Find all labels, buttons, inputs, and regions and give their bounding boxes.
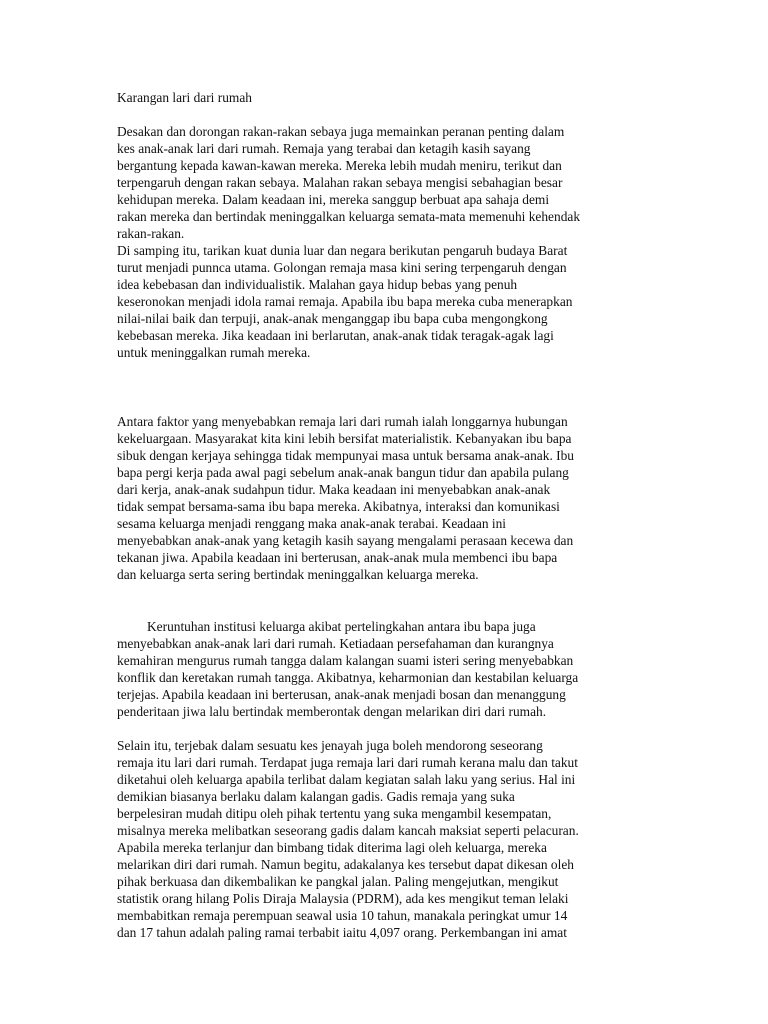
paragraph-western-influence: [117, 242, 657, 361]
text-line: penderitaan jiwa lalu bertindak memberontak dengan melarikan diri dari rumah.: [117, 704, 547, 719]
text-line: kebebasan mereka. Jika keadaan ini berlarutan, anak-anak tidak teragak-agak lagi: [117, 328, 554, 343]
text-line: Desakan dan dorongan rakan-rakan sebaya juga memainkan peranan penting dalam: [117, 124, 565, 139]
text-line: berpelesiran mudah ditipu oleh pihak tertentu yang suka mengambil kesempatan,: [117, 806, 552, 821]
text-line: Apabila mereka terlanjur dan bimbang tidak diterima lagi oleh keluarga, mereka: [117, 840, 547, 855]
text-line: turut menjadi punnca utama. Golongan remaja masa kini sering terpengaruh dengan: [117, 260, 567, 275]
text-line: terjejas. Apabila keadaan ini berterusan, anak-anak menjadi bosan dan menanggung: [117, 687, 566, 702]
text-line: kes anak-anak lari dari rumah. Remaja yang terabai dan ketagih kasih sayang: [117, 141, 531, 156]
text-line: tidak sempat bersama-sama ibu bapa mereka. Akibatnya, interaksi dan komunikasi: [117, 499, 560, 514]
text-line: kemahiran mengurus rumah tangga dalam kalangan suami isteri sering menyebabkan: [117, 653, 574, 668]
text-line: demikian biasanya berlaku dalam kalangan gadis. Gadis remaja yang suka: [117, 789, 515, 804]
document-title: Karangan lari dari rumah: [117, 90, 252, 105]
text-line: menyebabkan anak-anak yang ketagih kasih sayang mengalami perasaan kecewa dan: [117, 533, 574, 548]
text-line: Keruntuhan institusi keluarga akibat pertelingkahan antara ibu bapa juga: [147, 619, 536, 634]
text-line: tekanan jiwa. Apabila keadaan ini berterusan, anak-anak mula membenci ibu bapa: [117, 550, 558, 565]
text-line: bergantung kepada kawan-kawan mereka. Mereka lebih mudah meniru, terikut dan: [117, 158, 562, 173]
text-line: kekeluargaan. Masyarakat kita kini lebih bersifat materialistik. Kebanyakan ibu bapa: [117, 431, 572, 446]
text-line: dan 17 tahun adalah paling ramai terbabit iaitu 4,097 orang. Perkembangan ini amat: [117, 925, 567, 940]
text-line: melarikan diri dari rumah. Namun begitu, adakalanya kes tersebut dapat dikesan oleh: [117, 857, 574, 872]
text-line: misalnya mereka melibatkan seseorang gadis dalam kancah maksiat seperti pelacuran.: [117, 823, 579, 838]
text-line: sibuk dengan kerjaya sehingga tidak mempunyai masa untuk bersama anak-anak. Ibu: [117, 448, 574, 463]
text-line: untuk meninggalkan rumah mereka.: [117, 345, 311, 360]
text-line: remaja itu lari dari rumah. Terdapat juga remaja lari dari rumah kerana malu dan takut: [117, 755, 578, 770]
text-line: diketahui oleh keluarga apabila terlibat dalam kegiatan salah laku yang serius. Hal ini: [117, 772, 576, 787]
text-line: Antara faktor yang menyebabkan remaja lari dari rumah ialah longgarnya hubungan: [117, 414, 568, 429]
text-line: rakan mereka dan bertindak meninggalkan keluarga semata-mata memenuhi kehendak: [117, 209, 581, 224]
text-line: terpengaruh dengan rakan sebaya. Malahan rakan sebaya mengisi sebahagian besar: [117, 175, 563, 190]
paragraph-family-ties: [117, 413, 657, 583]
paragraph-family-breakdown: [117, 618, 657, 720]
text-line: rakan-rakan.: [117, 226, 185, 241]
text-line: pihak berkuasa dan dikembalikan ke pangkal jalan. Paling mengejutkan, mengikut: [117, 874, 559, 889]
text-line: konflik dan keretakan rumah tangga. Akibatnya, keharmonian dan kestabilan keluarga: [117, 670, 579, 685]
text-line: Di samping itu, tarikan kuat dunia luar dan negara berikutan pengaruh budaya Barat: [117, 243, 568, 258]
text-line: idea kebebasan dan individualistik. Malahan gaya hidup bebas yang penuh: [117, 277, 518, 292]
text-line: menyebabkan anak-anak lari dari rumah. Ketiadaan persefahaman dan kurangnya: [117, 636, 554, 651]
text-line: membabitkan remaja perempuan seawal usia 10 tahun, manakala peringkat umur 14: [117, 908, 568, 923]
paragraph-criminal-cases: [117, 737, 657, 941]
document-page: [117, 89, 657, 941]
text-line: statistik orang hilang Polis Diraja Malaysia (PDRM), ada kes mengikut teman lelaki: [117, 891, 569, 906]
text-line: bapa pergi kerja pada awal pagi sebelum anak-anak bangun tidur dan apabila pulang: [117, 465, 569, 480]
text-line: sesama keluarga menjadi renggang maka anak-anak terabai. Keadaan ini: [117, 516, 507, 531]
paragraph-peer-pressure: [117, 123, 657, 242]
text-line: kehidupan mereka. Dalam keadaan ini, mereka sanggup berbuat apa sahaja demi: [117, 192, 550, 207]
text-line: keseronokan menjadi idola ramai remaja. Apabila ibu bapa mereka cuba menerapkan: [117, 294, 573, 309]
text-line: nilai-nilai baik dan terpuji, anak-anak menganggap ibu bapa cuba mengongkong: [117, 311, 548, 326]
text-line: Selain itu, terjebak dalam sesuatu kes jenayah juga boleh mendorong seseorang: [117, 738, 543, 753]
text-line: dan keluarga serta sering bertindak meninggalkan keluarga mereka.: [117, 567, 479, 582]
text-line: dari kerja, anak-anak sudahpun tidur. Maka keadaan ini menyebabkan anak-anak: [117, 482, 551, 497]
